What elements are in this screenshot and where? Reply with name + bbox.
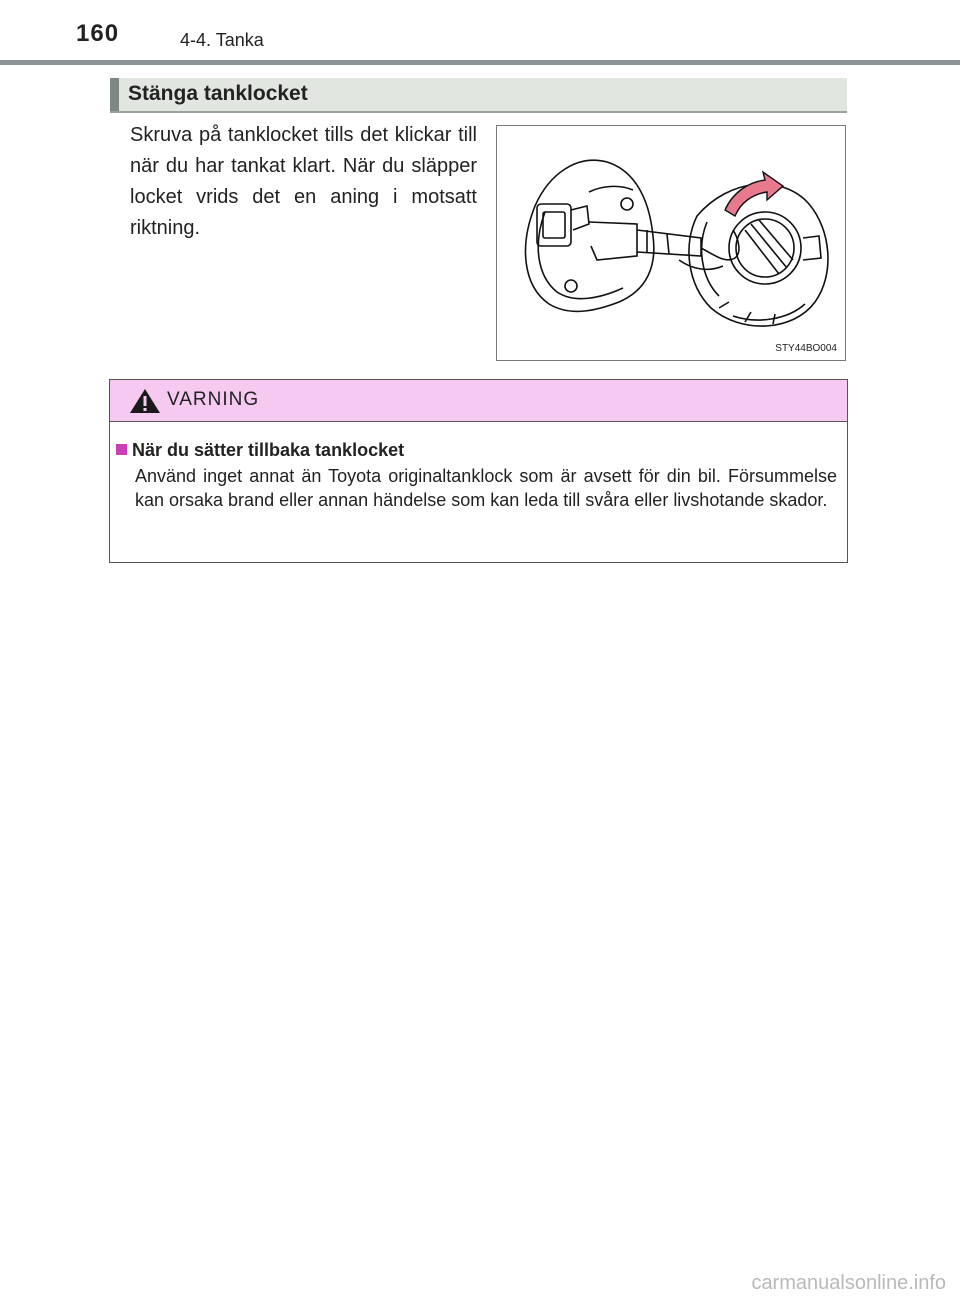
fuel-cap-figure — [496, 125, 846, 361]
warning-label: VARNING — [167, 389, 260, 410]
figure-code: STY44BO004 — [775, 343, 837, 354]
page-number: 160 — [76, 20, 120, 47]
warning-subheading-text: När du sätter tillbaka tanklocket — [132, 440, 405, 460]
section-reference: 4-4. Tanka — [180, 30, 264, 50]
header-rule — [0, 60, 960, 65]
section-heading-accent — [110, 78, 119, 111]
section-title: Stänga tanklocket — [128, 82, 308, 105]
square-bullet-icon — [116, 444, 127, 455]
watermark: carmanualsonline.info — [751, 1272, 946, 1294]
warning-triangle-icon — [129, 388, 161, 414]
fuel-cap-illustration — [497, 126, 845, 360]
section-heading-bar — [110, 78, 847, 113]
warning-subheading — [116, 440, 404, 461]
warning-text: Använd inget annat än Toyota originaltanklock som är avsett för din bil. Försummelse kan orsaka brand eller annan händelse som kan leda till svåra eller livshotande skador. — [135, 466, 837, 510]
instruction-text: Skruva på tanklocket tills det klickar till när du har tankat klart. När du släpper locket vrids det en aning i motsatt riktning. — [130, 124, 477, 239]
warning-header — [110, 380, 847, 422]
warning-box — [109, 379, 848, 563]
